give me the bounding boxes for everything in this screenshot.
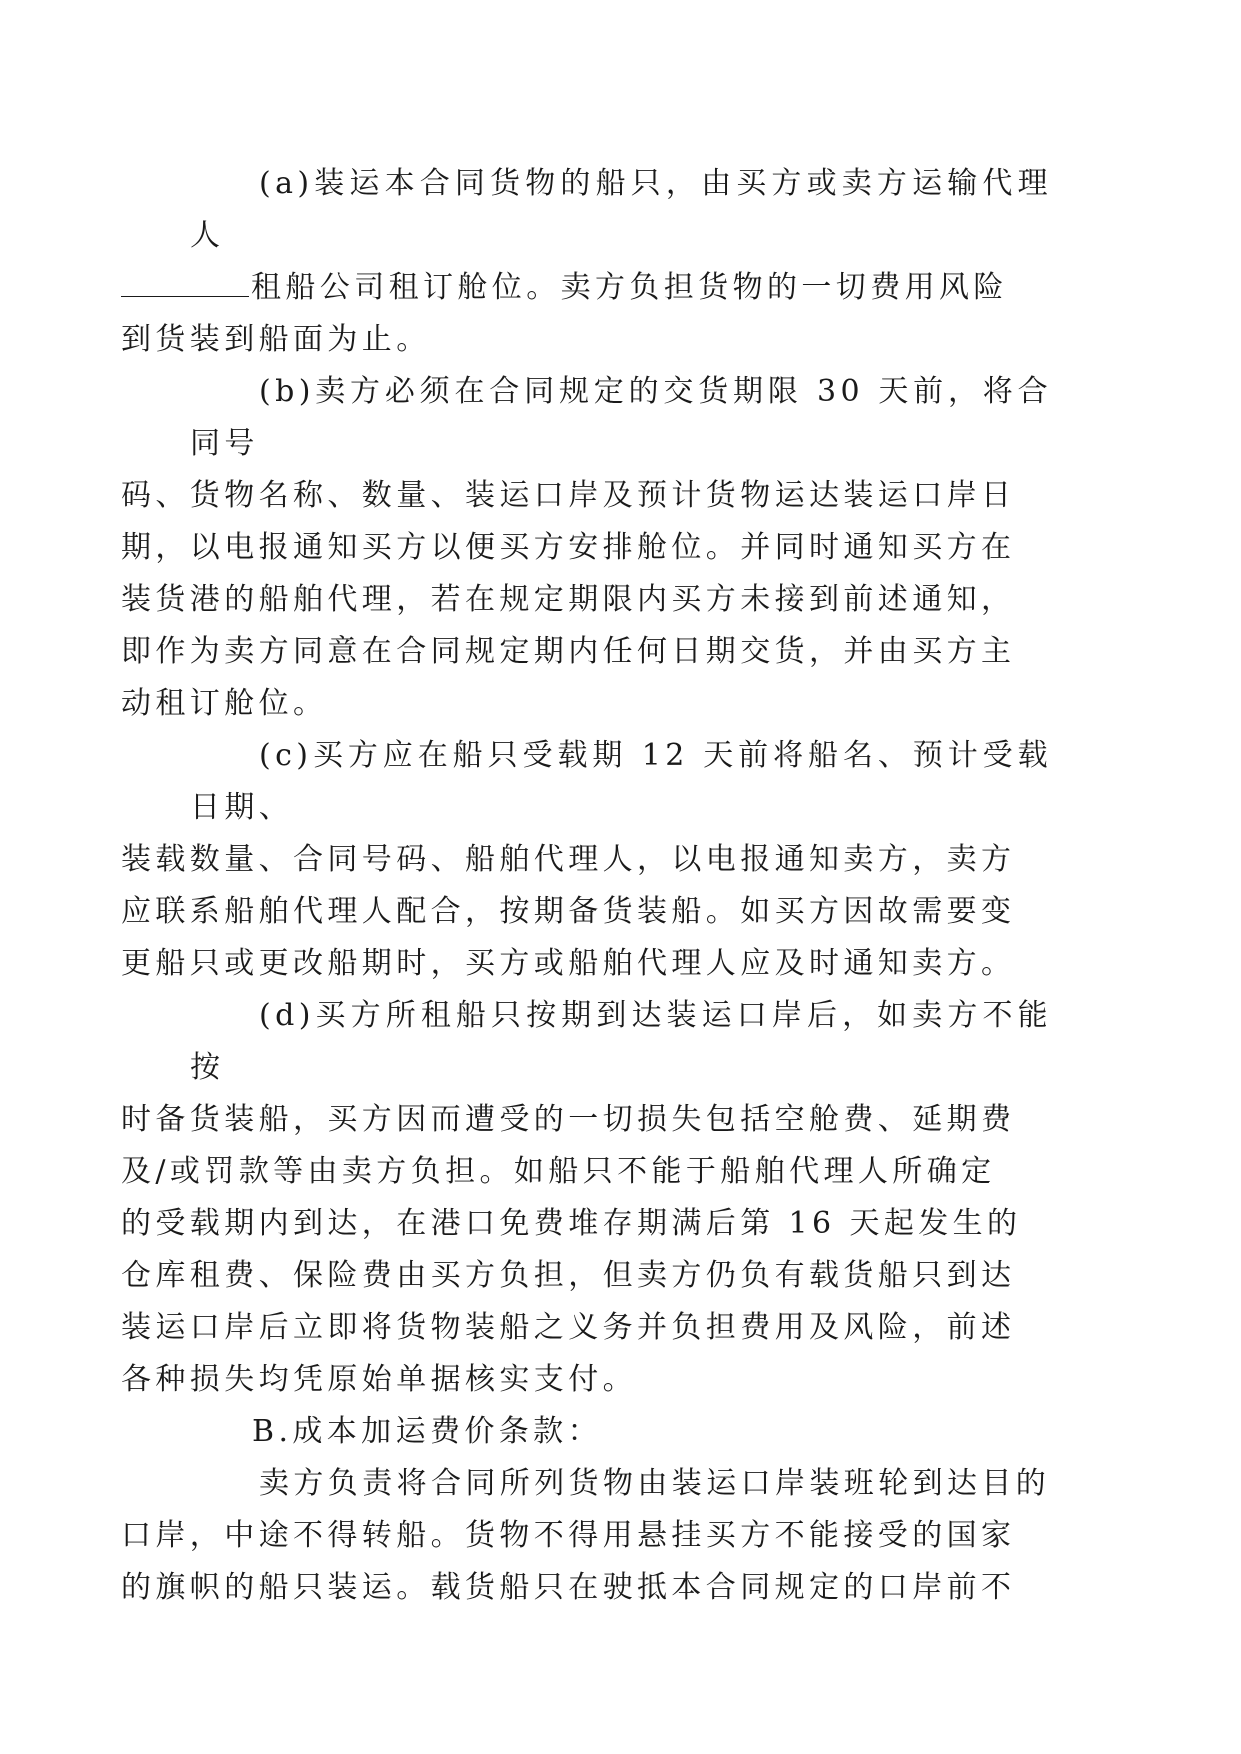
text-line (190, 262, 1052, 314)
document-body (121, 158, 1052, 1614)
fill-in-blank (121, 266, 249, 297)
text-line: 装载数量、合同号码、船舶代理人，以电报通知卖方，卖方 (121, 842, 1016, 877)
text-line: 的旗帜的船只装运。载货船只在驶抵本合同规定的口岸前不 (121, 1570, 1016, 1605)
text-line: 即作为卖方同意在合同规定期内任何日期交货，并由买方主 (121, 634, 1016, 669)
text-line: 卖方负责将合同所列货物由装运口岸装班轮到达目的 (259, 1466, 1051, 1501)
text-line-content: 租船公司租订舱位。卖方负担货物的一切费用风险 (251, 270, 1008, 305)
text-line: 应联系船舶代理人配合，按期备货装船。如买方因故需要变 (121, 894, 1016, 929)
text-line: 仓库租费、保险费由买方负担，但卖方仍负有载货船只到达 (121, 1258, 1016, 1293)
text-line: 及/或罚款等由卖方负担。如船只不能于船舶代理人所确定 (121, 1154, 996, 1189)
text-line: 码、货物名称、数量、装运口岸及预计货物运达装运口岸日 (121, 478, 1016, 513)
text-line: (a)装运本合同货物的船只，由买方或卖方运输代理人 (190, 166, 1052, 253)
text-line: (b)卖方必须在合同规定的交货期限 30 天前，将合同号 (190, 374, 1052, 461)
text-line: 装运口岸后立即将货物装船之义务并负担费用及风险，前述 (121, 1310, 1016, 1345)
text-line: (d)买方所租船只按期到达装运口岸后，如卖方不能按 (190, 998, 1052, 1085)
paragraph-c (121, 730, 1052, 990)
text-line: 期，以电报通知买方以便买方安排舱位。并同时通知买方在 (121, 530, 1016, 565)
text-line: 各种损失均凭原始单据核实支付。 (121, 1362, 637, 1397)
paragraph-b-body (121, 1458, 1052, 1614)
section-heading-b (190, 1406, 1052, 1458)
text-line: 到货装到船面为止。 (121, 322, 431, 357)
paragraph-d (121, 990, 1052, 1406)
text-line: 更船只或更改船期时，买方或船舶代理人应及时通知卖方。 (121, 946, 1016, 981)
paragraph-a (121, 158, 1052, 366)
text-line: 的受载期内到达，在港口免费堆存期满后第 16 天起发生的 (121, 1206, 1022, 1241)
text-line: (c)买方应在船只受载期 12 天前将船名、预计受载日期、 (190, 738, 1052, 825)
text-line: B.成本加运费价条款： (252, 1414, 602, 1449)
text-line: 口岸，中途不得转船。货物不得用悬挂买方不能接受的国家 (121, 1518, 1016, 1553)
text-line: 装货港的船舶代理，若在规定期限内买方未接到前述通知， (121, 582, 1016, 617)
paragraph-b (121, 366, 1052, 730)
text-line: 动租订舱位。 (121, 686, 328, 721)
text-line: 时备货装船，买方因而遭受的一切损失包括空舱费、延期费 (121, 1102, 1016, 1137)
